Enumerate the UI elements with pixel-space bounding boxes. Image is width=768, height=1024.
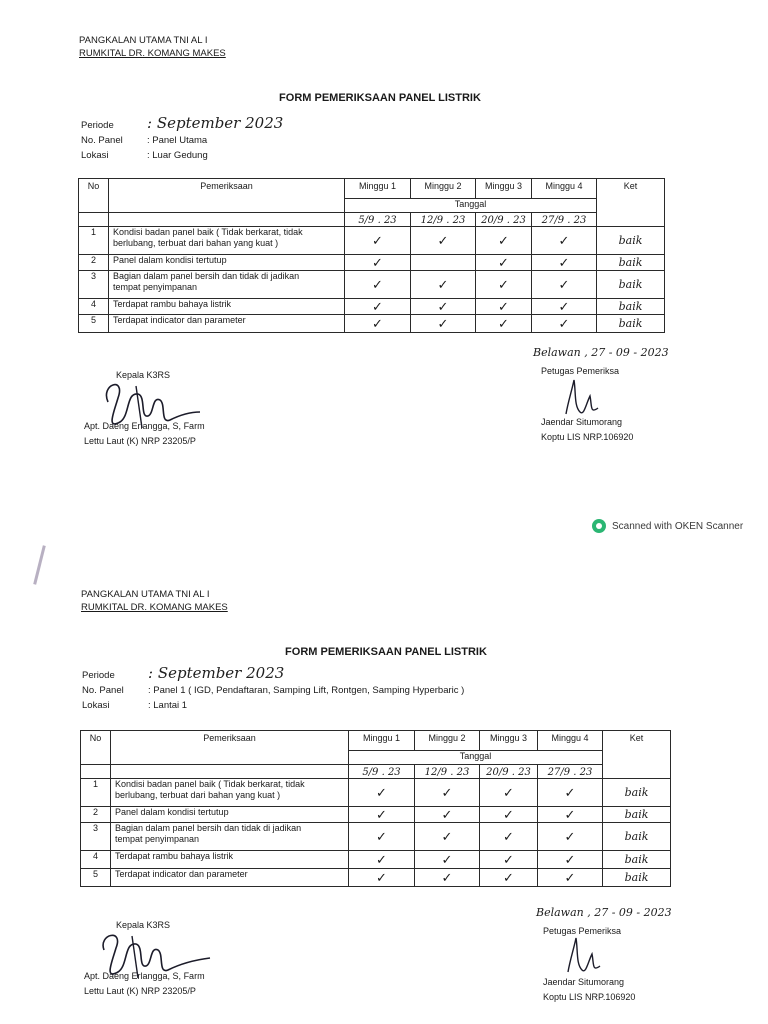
check-mark: ✓ <box>480 851 538 869</box>
panel-label: No. Panel <box>82 685 124 696</box>
check-mark: ✓ <box>345 271 411 299</box>
check-mark: ✓ <box>345 227 411 255</box>
periode-label: Periode <box>81 120 114 131</box>
table-row <box>81 851 671 869</box>
header-minggu-1: Minggu 1 <box>349 731 415 751</box>
check-mark: ✓ <box>345 255 411 271</box>
row-text: Terdapat rambu bahaya listrik <box>111 851 349 869</box>
check-mark: ✓ <box>532 315 597 333</box>
form-title: FORM PEMERIKSAAN PANEL LISTRIK <box>279 92 481 104</box>
institution-header <box>79 34 226 60</box>
periode-label: Periode <box>82 670 115 681</box>
row-text: Terdapat indicator dan parameter <box>111 869 349 887</box>
check-mark: ✓ <box>480 807 538 823</box>
date-minggu-3: 20/9 . 23 <box>480 765 538 779</box>
petugas-rank: Koptu LIS NRP.106920 <box>543 992 636 1002</box>
scanner-label: Scanned with OKEN Scanner <box>612 520 744 532</box>
date-minggu-3: 20/9 . 23 <box>476 213 532 227</box>
header-minggu-2: Minggu 2 <box>411 179 476 199</box>
lokasi-value: : Luar Gedung <box>147 150 208 161</box>
header-minggu-1: Minggu 1 <box>345 179 411 199</box>
row-text: Panel dalam kondisi tertutup <box>111 807 349 823</box>
check-mark: ✓ <box>476 271 532 299</box>
ket-value: baik <box>603 779 671 807</box>
row-text: Terdapat rambu bahaya listrik <box>109 299 345 315</box>
periode-value: : September 2023 <box>147 114 284 132</box>
check-mark: ✓ <box>411 299 476 315</box>
header-minggu-4: Minggu 4 <box>532 179 597 199</box>
header-no: No <box>81 731 111 765</box>
row-no: 3 <box>81 823 111 851</box>
petugas-title: Petugas Pemeriksa <box>543 926 622 936</box>
date-minggu-4: 27/9 . 23 <box>538 765 603 779</box>
kepala-signature <box>94 924 214 984</box>
row-text: tempat penyimpanan <box>113 282 198 292</box>
check-mark: ✓ <box>480 869 538 887</box>
kepala-title: Kepala K3RS <box>116 370 171 380</box>
date-minggu-1: 5/9 . 23 <box>345 213 411 227</box>
panel-value: : Panel 1 ( IGD, Pendaftaran, Samping Lift, Rontgen, Samping Hyperbaric ) <box>148 685 465 696</box>
institution-header <box>81 588 228 614</box>
kepala-rank: Lettu Laut (K) NRP 23205/P <box>84 986 196 996</box>
panel-value: : Panel Utama <box>147 135 208 146</box>
ket-value: baik <box>603 823 671 851</box>
row-text: Bagian dalam panel bersih dan tidak di jadikan <box>115 823 302 833</box>
check-mark: ✓ <box>480 823 538 851</box>
check-mark: ✓ <box>480 779 538 807</box>
row-no: 2 <box>81 807 111 823</box>
inspection-table <box>80 730 671 887</box>
header-tanggal: Tanggal <box>345 199 597 213</box>
header-minggu-3: Minggu 3 <box>480 731 538 751</box>
institution-line-2: RUMKITAL DR. KOMANG MAKES <box>79 48 226 59</box>
check-mark: ✓ <box>538 851 603 869</box>
ket-value: baik <box>603 807 671 823</box>
date-minggu-2: 12/9 . 23 <box>415 765 480 779</box>
check-mark: ✓ <box>538 779 603 807</box>
lokasi-label: Lokasi <box>82 700 110 711</box>
kepala-rank: Lettu Laut (K) NRP 23205/P <box>84 436 196 446</box>
check-mark: ✓ <box>415 779 480 807</box>
check-mark: ✓ <box>415 869 480 887</box>
header-minggu-3: Minggu 3 <box>476 179 532 199</box>
table-row <box>81 807 671 823</box>
row-text: Panel dalam kondisi tertutup <box>109 255 345 271</box>
row-text: Bagian dalam panel bersih dan tidak di jadikan <box>113 271 300 281</box>
table-row <box>79 227 665 255</box>
table-row <box>79 255 665 271</box>
ket-value: baik <box>603 869 671 887</box>
check-mark: ✓ <box>532 255 597 271</box>
check-mark: ✓ <box>349 823 415 851</box>
kepala-name: Apt. Daeng Erlangga, S, Farm <box>84 421 205 431</box>
check-mark: ✓ <box>538 807 603 823</box>
row-no: 4 <box>79 299 109 315</box>
date-minggu-2: 12/9 . 23 <box>411 213 476 227</box>
header-no: No <box>79 179 109 213</box>
petugas-name: Jaendar Situmorang <box>543 977 625 987</box>
row-text: berlubang, terbuat dari bahan yang kuat ) <box>115 790 281 800</box>
check-mark: ✓ <box>349 851 415 869</box>
ket-value: baik <box>597 227 665 255</box>
check-mark: ✓ <box>349 869 415 887</box>
petugas-rank: Koptu LIS NRP.106920 <box>541 432 634 442</box>
ket-value: baik <box>597 255 665 271</box>
table-row <box>81 779 671 807</box>
header-pemeriksaan: Pemeriksaan <box>109 179 345 213</box>
panel-label: No. Panel <box>81 135 123 146</box>
check-mark: ✓ <box>476 299 532 315</box>
check-mark: ✓ <box>411 227 476 255</box>
petugas-signature <box>560 376 600 420</box>
check-mark: ✓ <box>476 227 532 255</box>
check-mark: ✓ <box>349 779 415 807</box>
row-no: 1 <box>79 227 109 255</box>
row-text: berlubang, terbuat dari bahan yang kuat ) <box>113 238 279 248</box>
oken-scanner-icon <box>592 519 606 533</box>
check-mark: ✓ <box>532 271 597 299</box>
header-pemeriksaan: Pemeriksaan <box>111 731 349 765</box>
ket-value: baik <box>597 315 665 333</box>
row-text: tempat penyimpanan <box>115 834 200 844</box>
lokasi-value: : Lantai 1 <box>148 700 188 711</box>
place-date: Belawan , 27 - 09 - 2023 <box>536 906 672 919</box>
form-meta <box>81 116 283 163</box>
institution-line-1: PANGKALAN UTAMA TNI AL I <box>79 35 208 46</box>
table-row <box>79 299 665 315</box>
row-no: 3 <box>79 271 109 299</box>
header-ket: Ket <box>603 731 671 779</box>
check-mark: ✓ <box>349 807 415 823</box>
check-mark: ✓ <box>415 823 480 851</box>
ket-value: baik <box>603 851 671 869</box>
row-no: 1 <box>81 779 111 807</box>
header-tanggal: Tanggal <box>349 751 603 765</box>
check-mark: ✓ <box>411 315 476 333</box>
form-page-2 <box>0 540 768 1024</box>
inspection-table <box>78 178 665 333</box>
form-title: FORM PEMERIKSAAN PANEL LISTRIK <box>285 646 487 658</box>
institution-line-2: RUMKITAL DR. KOMANG MAKES <box>81 602 228 613</box>
row-no: 2 <box>79 255 109 271</box>
kepala-signature <box>96 372 206 434</box>
check-mark: ✓ <box>532 227 597 255</box>
form-meta <box>82 666 464 713</box>
check-mark <box>411 255 476 271</box>
table-row <box>81 869 671 887</box>
table-row <box>79 271 665 299</box>
institution-line-1: PANGKALAN UTAMA TNI AL I <box>81 589 210 600</box>
check-mark: ✓ <box>538 823 603 851</box>
lokasi-label: Lokasi <box>81 150 109 161</box>
header-ket: Ket <box>597 179 665 227</box>
petugas-name: Jaendar Situmorang <box>541 417 623 427</box>
check-mark: ✓ <box>415 807 480 823</box>
table-row <box>79 315 665 333</box>
check-mark: ✓ <box>476 255 532 271</box>
petugas-title: Petugas Pemeriksa <box>541 366 620 376</box>
row-no: 5 <box>79 315 109 333</box>
header-minggu-4: Minggu 4 <box>538 731 603 751</box>
check-mark: ✓ <box>345 315 411 333</box>
place-date: Belawan , 27 - 09 - 2023 <box>533 346 669 359</box>
row-text: Kondisi badan panel baik ( Tidak berkarat, tidak <box>115 779 305 789</box>
check-mark: ✓ <box>538 869 603 887</box>
check-mark: ✓ <box>345 299 411 315</box>
header-minggu-2: Minggu 2 <box>415 731 480 751</box>
check-mark: ✓ <box>532 299 597 315</box>
row-text: Kondisi badan panel baik ( Tidak berkarat, tidak <box>113 227 303 237</box>
row-no: 4 <box>81 851 111 869</box>
table-row <box>81 823 671 851</box>
row-text: Terdapat indicator dan parameter <box>109 315 345 333</box>
date-minggu-1: 5/9 . 23 <box>349 765 415 779</box>
check-mark: ✓ <box>476 315 532 333</box>
date-minggu-4: 27/9 . 23 <box>532 213 597 227</box>
check-mark: ✓ <box>411 271 476 299</box>
kepala-title: Kepala K3RS <box>116 920 171 930</box>
scanner-watermark <box>592 519 743 533</box>
periode-value: : September 2023 <box>148 664 285 682</box>
row-no: 5 <box>81 869 111 887</box>
ket-value: baik <box>597 271 665 299</box>
check-mark: ✓ <box>415 851 480 869</box>
petugas-signature <box>562 934 602 978</box>
kepala-name: Apt. Daeng Erlangga, S, Farm <box>84 971 205 981</box>
ket-value: baik <box>597 299 665 315</box>
